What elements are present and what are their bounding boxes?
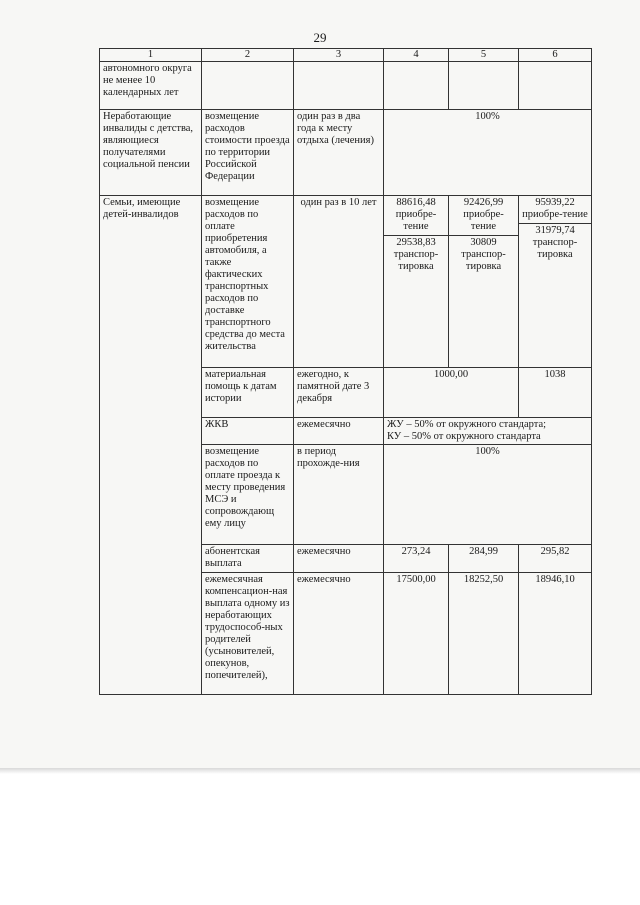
category-cell: автономного округа не менее 10 календарных лет xyxy=(100,62,202,110)
amount-cell: 284,99 xyxy=(449,545,519,573)
header-cell: 4 xyxy=(384,49,449,62)
purchase-amount: 92426,99 приобре-тение xyxy=(463,197,504,232)
page-shadow xyxy=(0,768,640,774)
empty-cell xyxy=(519,62,592,110)
amount-cell xyxy=(449,196,519,368)
table-header-row xyxy=(100,49,592,62)
header-cell: 1 xyxy=(100,49,202,62)
frequency-cell: ежегодно, к памятной дате 3 декабря xyxy=(294,368,384,418)
benefit-cell: возмещение расходов по оплате приобретения автомобиля, а также фактических транспортных расходов по доставке транспортного средства до места жительства xyxy=(202,196,294,368)
header-cell: 5 xyxy=(449,49,519,62)
header-cell: 2 xyxy=(202,49,294,62)
amount-cell: 17500,00 xyxy=(384,573,449,695)
page-number: 29 xyxy=(313,30,327,45)
amount-cell: 295,82 xyxy=(519,545,592,573)
empty-cell xyxy=(449,62,519,110)
amount-cell: 100% xyxy=(384,110,592,196)
benefits-table xyxy=(99,48,592,695)
frequency-cell: в период прохожде-ния xyxy=(294,445,384,545)
purchase-amount: 88616,48 приобре-тение xyxy=(395,197,437,232)
empty-cell xyxy=(294,62,384,110)
amount-cell xyxy=(384,196,449,368)
table-row xyxy=(100,62,592,110)
benefit-cell: материальная помощь к датам истории xyxy=(202,368,294,418)
frequency-cell: ежемесячно xyxy=(294,573,384,695)
frequency-cell: ежемесячно xyxy=(294,545,384,573)
amount-cell xyxy=(519,196,592,368)
category-cell: Неработающие инвалиды с детства, являющиеся получателями социальной пенсии xyxy=(100,110,202,196)
benefit-cell: абонентская выплата xyxy=(202,545,294,573)
housing-standard-line: ЖУ – 50% от окружного стандарта; xyxy=(387,419,547,430)
table-row xyxy=(100,110,592,196)
amount-cell: 1000,00 xyxy=(384,368,519,418)
amount-cell: 18252,50 xyxy=(449,573,519,695)
category-cell: Семьи, имеющие детей-инвалидов xyxy=(100,196,202,695)
frequency-cell: один раз в 10 лет xyxy=(294,196,384,368)
frequency-cell: ежемесячно xyxy=(294,418,384,445)
amount-cell: 18946,10 xyxy=(519,573,592,695)
empty-cell xyxy=(202,62,294,110)
transport-amount: 30809 транспор-тировка xyxy=(449,235,518,273)
amount-cell: 100% xyxy=(384,445,592,545)
utilities-standard-line: КУ – 50% от окружного стандарта xyxy=(387,431,541,442)
frequency-cell: один раз в два года к месту отдыха (лечения) xyxy=(294,110,384,196)
purchase-amount: 95939,22 приобре-тение xyxy=(522,197,588,220)
benefit-cell: возмещение расходов по оплате проезда к месту проведения МСЭ и сопровождающ ему лицу xyxy=(202,445,294,545)
benefit-cell: ежемесячная компенсацион-ная выплата одному из неработающих трудоспособ-ных родителей (усыновителей, опекунов, попечителей), xyxy=(202,573,294,695)
header-cell: 6 xyxy=(519,49,592,62)
amount-cell xyxy=(384,418,592,445)
amount-cell: 273,24 xyxy=(384,545,449,573)
benefit-cell: возмещение расходов стоимости проезда по территории Российской Федерации xyxy=(202,110,294,196)
transport-amount: 31979,74 транспор-тировка xyxy=(519,223,591,261)
header-cell: 3 xyxy=(294,49,384,62)
empty-cell xyxy=(384,62,449,110)
table-row xyxy=(100,196,592,368)
benefit-cell: ЖКВ xyxy=(202,418,294,445)
transport-amount: 29538,83 транспор-тировка xyxy=(384,235,448,273)
amount-cell: 1038 xyxy=(519,368,592,418)
